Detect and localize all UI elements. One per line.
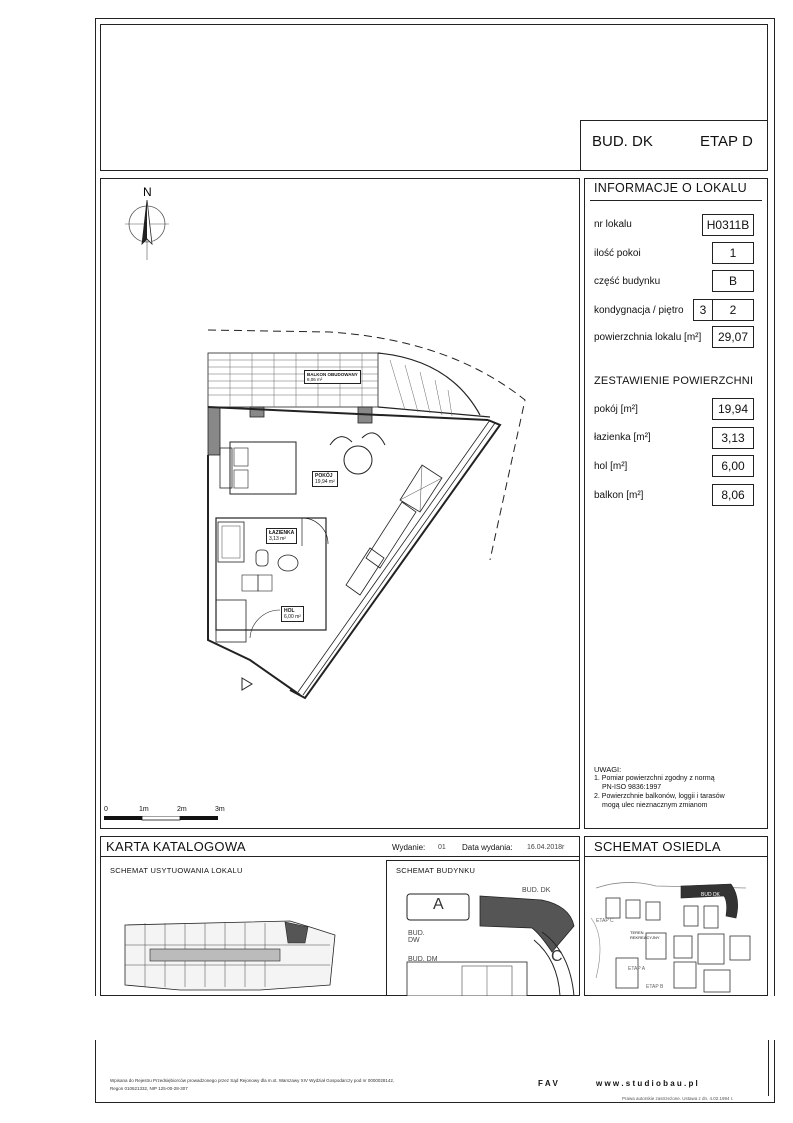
catalog-title: KARTA KATALOGOWA [106, 839, 246, 854]
scale-bar [104, 816, 224, 822]
location-schema [120, 915, 340, 996]
site-label-etapc: ETAP C [596, 918, 614, 924]
edition-label: Wydanie: [392, 843, 426, 852]
room-label-balcony: BALKON OBUDOWANY 8,06 m² [304, 370, 361, 384]
area-value-hall: 6,00 [712, 455, 754, 477]
note-line-4: mogą ulec nieznacznym zmianom [602, 802, 708, 809]
footer-registry: Wpisana do Rejestru Przedsiębiorców prowadzonego przez Sąd Rejonowy dla m.st. Warszawy XIV Wydział Gospodarczy pod nr 0000028142, [110, 1078, 395, 1083]
info-value-floor: 2 [712, 299, 754, 321]
site-schema [586, 858, 766, 996]
footer-regon: Regon 010621332, NIP 125-00-28-307 [110, 1086, 188, 1091]
room-label-room: POKÓJ 19,94 m² [312, 471, 338, 487]
footer-right-line [768, 1040, 769, 1096]
building-label-dm: BUD. DM [408, 956, 438, 963]
info-value-part: B [712, 270, 754, 292]
info-title: INFORMACJE O LOKALU [594, 181, 747, 195]
scale-3: 3m [215, 806, 225, 813]
area-label-balcony: balkon [m²] [594, 490, 644, 501]
blank-band [0, 996, 793, 1040]
header-hline [580, 120, 768, 121]
site-label-rec: TEREN REKREACYJNY [630, 930, 660, 940]
svg-text:N: N [143, 185, 152, 199]
edition-value: 01 [438, 844, 446, 851]
site-title: SCHEMAT OSIEDLA [594, 839, 721, 854]
scale-1: 1m [139, 806, 149, 813]
scale-2: 2m [177, 806, 187, 813]
header-box [100, 24, 768, 171]
info-value-rooms: 1 [712, 242, 754, 264]
info-value-nr: H0311B [702, 214, 754, 236]
site-label-dk: BUD DK [701, 892, 720, 898]
info-value-level: 3 [693, 299, 713, 321]
area-value-room: 19,94 [712, 398, 754, 420]
building-label-dk: BUD. DK [522, 887, 551, 894]
area-label-bath: łazienka [m²] [594, 432, 651, 443]
site-line [584, 856, 768, 857]
info-label-part: część budynku [594, 276, 661, 287]
date-value: 16.04.2018r [527, 844, 565, 851]
info-value-area: 29,07 [712, 326, 754, 348]
building-label: BUD. DK [592, 133, 653, 150]
area-value-bath: 3,13 [712, 427, 754, 449]
area-value-balcony: 8,06 [712, 484, 754, 506]
areas-title: ZESTAWIENIE POWIERZCHNI [594, 375, 754, 387]
building-title: SCHEMAT BUDYNKU [396, 866, 476, 875]
room-label-bath: ŁAZIENKA 3,13 m² [266, 528, 297, 544]
stage-label: ETAP D [700, 133, 753, 150]
room-label-hall: HOL 6,00 m² [281, 606, 304, 622]
site-label-etapa: ETAP A [628, 966, 646, 972]
info-label-area: powierzchnia lokalu [m²] [594, 332, 702, 343]
note-line-2: PN-ISO 9836:1997 [602, 784, 662, 791]
building-label-c: C [551, 948, 563, 965]
date-label: Data wydania: [462, 843, 513, 852]
floor-plan [190, 320, 540, 710]
info-label-floor: kondygnacja / piętro [594, 305, 684, 316]
compass-icon [122, 184, 172, 264]
building-label-dw: BUD. DW [408, 930, 425, 944]
site-label-etapb: ETAP B [646, 984, 664, 990]
building-label-a: A [433, 896, 444, 913]
header-divider [580, 120, 581, 171]
area-label-hall: hol [m²] [594, 461, 628, 472]
info-label-rooms: ilość pokoi [594, 248, 641, 259]
info-title-line [590, 200, 762, 201]
footer-copyright: Prawa autorskie zastrzeżone. Ustawa z dn. 4.02.1994 r. [622, 1096, 734, 1101]
area-label-room: pokój [m²] [594, 404, 638, 415]
note-line-1: 1. Pomiar powierzchni zgodny z normą [594, 775, 715, 782]
catalog-line [100, 856, 580, 857]
scale-0: 0 [104, 806, 108, 813]
location-title: SCHEMAT USYTUOWANIA LOKALU [110, 866, 243, 875]
note-line-3: 2. Powierzchnie balkonów, loggii i tarasów [594, 793, 725, 800]
footer-logo: F A V [538, 1079, 558, 1088]
info-label-nr: nr lokalu [594, 219, 632, 230]
footer-website[interactable]: w w w . s t u d i o b a u . p l [596, 1079, 698, 1088]
notes-title: UWAGI: [594, 765, 622, 774]
